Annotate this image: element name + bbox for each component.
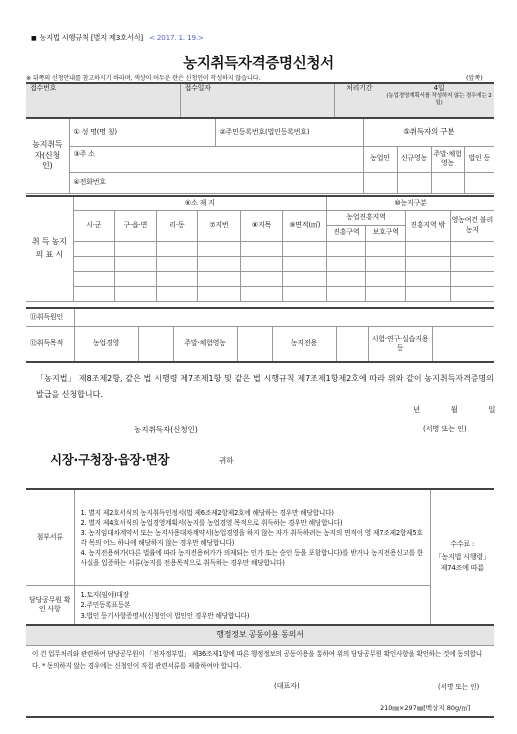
zone-promotion-label: 진흥구역 — [327, 225, 366, 241]
zone-group-label: 농업진흥지역 — [327, 210, 406, 225]
attachments-table — [26, 488, 494, 626]
form-title: 농지취득자격증명신청서 — [183, 56, 334, 72]
addressee-suffix: 귀하 — [219, 456, 234, 465]
attachments-list — [74, 489, 430, 585]
zone-label: ⑩농지구분 — [327, 196, 494, 210]
farmland-section-label: 취 득 농지의 표 시 — [26, 196, 73, 301]
consent-text: 이 건 업무처리와 관련하여 담당공무원이 「전자정부법」 제36조제1항에 따른 행정정보의 공동이용을 통하여 위의 담당공무원 확인사항을 확인하는 것에 동의합니다. * 동의하지 않는 경우에는 신청인이 직접 관련서류를 제출하여야 합니다. — [26, 645, 494, 717]
farmland-row — [26, 256, 494, 271]
official-item: 2.주민등록표등본 — [80, 601, 131, 610]
form-reference: 농지법 시행규칙 [별지 제3호서식] — [39, 33, 143, 42]
official-check-label: 담당공무원 확인 사항 — [26, 585, 74, 625]
revision-date: < 2017. 1. 19.> — [148, 33, 204, 42]
processing-period-value: 4일 (농업경영계획서를 작성하지 않는 경우에는 2일) — [384, 83, 494, 118]
addressee: 시장·구청장·읍장·면장 — [50, 452, 170, 467]
purpose-farming[interactable]: 농업경영 — [74, 326, 138, 362]
location-label: ⑥소 재 지 — [73, 196, 327, 210]
category-farmer[interactable]: 농업인 — [363, 146, 397, 172]
zone-protection-label: 보호구역 — [366, 225, 405, 241]
attachment-item: 1. 별지 제2호서식의 농지취득인정서(법 제6조제2항제2호에 해당하는 경우만 해당합니다) — [80, 508, 334, 517]
col-village: 리·동 — [156, 210, 198, 241]
applicant-table — [26, 117, 494, 194]
fee-cell — [430, 489, 494, 625]
registration-number-field[interactable]: ②주민등록번호(법인등록번호) — [215, 118, 363, 146]
page-side-note: (앞쪽) — [466, 75, 483, 82]
receipt-number-field: 접수번호 — [26, 83, 180, 118]
category-weekend-farming-check[interactable] — [431, 172, 464, 193]
purpose-conversion-check[interactable] — [336, 326, 368, 362]
bullet-icon: ■ — [31, 35, 37, 42]
category-corporation-check[interactable] — [464, 172, 494, 193]
fee-text: 「농지법 시행령」 제74조에 따름 — [434, 553, 490, 573]
address-field[interactable]: ③주 소 — [69, 146, 363, 172]
acquirer-category-label: ⑤취득자의 구분 — [363, 118, 494, 146]
col-lot-number: ⑦지번 — [198, 210, 241, 241]
farmland-row — [26, 241, 494, 256]
applicant-signature-field[interactable]: (서명 또는 인) — [423, 425, 467, 433]
consent-signature-field[interactable]: (서명 또는 인) — [438, 683, 480, 691]
fee-label: 수수료 : — [450, 540, 475, 549]
attachments-label: 첨부서류 — [26, 489, 74, 585]
official-check-list — [74, 585, 430, 625]
consent-title: 행정정보 공동이용 동의서 — [26, 625, 494, 645]
attachment-item: 2. 별지 제4호서식의 농업경영계획서(농지를 농업경영 목적으로 취득하는 경우만 해당합니다) — [80, 518, 343, 527]
applicant-section-label: 농지취득자(신청인) — [26, 118, 69, 193]
acquisition-purpose-label: ⑫취득목적 — [26, 326, 74, 362]
purpose-weekend-check[interactable] — [237, 326, 272, 362]
instruction-note: ※ 뒤쪽의 신청안내를 참고하시기 바라며, 색상이 어두운 란은 신청인이 작성하지 않습니다. — [26, 75, 261, 82]
purpose-weekend[interactable]: 주말·체험영농 — [173, 326, 237, 362]
receipt-date-field: 접수일자 — [180, 83, 334, 118]
farmland-row — [26, 286, 494, 301]
zone-outside-label: 진흥지역 밖 — [405, 210, 450, 241]
col-area: ⑨면적(㎡) — [283, 210, 327, 241]
purpose-research[interactable]: 시험·연구·실습지용 등 — [368, 326, 432, 362]
col-district: 구·읍·면 — [115, 210, 157, 241]
category-weekend-farming[interactable]: 주말·체험영농 — [431, 146, 464, 172]
acquisition-reason-field[interactable] — [74, 308, 494, 326]
applicant-signature-label: 농지취득자(신청인) — [134, 425, 198, 434]
acquisition-table — [26, 307, 494, 363]
representative-label: (대표자) — [274, 682, 300, 690]
official-item: 1.토지(임야)대장 — [80, 591, 129, 600]
purpose-conversion[interactable]: 농지전용 — [272, 326, 336, 362]
category-new-farming[interactable]: 신규영농 — [397, 146, 431, 172]
attachment-item: 3. 농지임대차계약서 또는 농지사용대차계약서(농업경영을 하지 않는 자가 취득하려는 농지의 면적이 영 제7조제2항제5호 각 목의 어느 하나에 해당하지 않는 경우만 해당합니다) — [80, 528, 423, 547]
category-corporation[interactable]: 법인 등 — [464, 146, 494, 172]
declaration-text: 「농지법」 제8조제2항, 같은 법 시행령 제7조제1항 및 같은 법 시행규칙 제7조제1항제2호에 따라 위와 같이 농지취득자격증명의 발급을 신청합니다. — [36, 374, 494, 399]
col-land-category: ⑧지목 — [240, 210, 283, 241]
application-date: 년 월 일 — [413, 405, 496, 414]
zone-readjust-label: 영농여건 불리농지 — [450, 210, 494, 241]
attachment-item: 4. 농지전용허가(다른 법률에 따라 농지전용허가가 의제되는 인가 또는 승인 등을 포함합니다)를 받거나 농지전용신고를 한 사실을 입증하는 서류(농지를 전용목적으로 취득하는 경우만 해당합니다) — [80, 548, 424, 567]
category-new-farming-check[interactable] — [397, 172, 431, 193]
phone-field[interactable]: ④전화번호 — [69, 172, 363, 193]
processing-period-label: 처리기간 — [334, 83, 384, 118]
acquisition-reason-label: ⑪취득원인 — [26, 308, 74, 326]
applicant-name-field[interactable]: ① 성 명(명 칭) — [69, 118, 215, 146]
farmland-table — [26, 195, 494, 302]
form-reference-header — [31, 33, 204, 43]
farmland-row — [26, 271, 494, 286]
category-farmer-check[interactable] — [363, 172, 397, 193]
receipt-table — [26, 82, 494, 119]
col-city: 시·군 — [73, 210, 115, 241]
official-item: 3.법인 등기사항증명서(신청인이 법인인 경우만 해당합니다) — [80, 611, 250, 620]
purpose-research-check[interactable] — [432, 326, 494, 362]
paper-size-footer: 210㎜×297㎜[백상지 80g/㎡] — [380, 704, 471, 712]
purpose-farming-check[interactable] — [138, 326, 173, 362]
